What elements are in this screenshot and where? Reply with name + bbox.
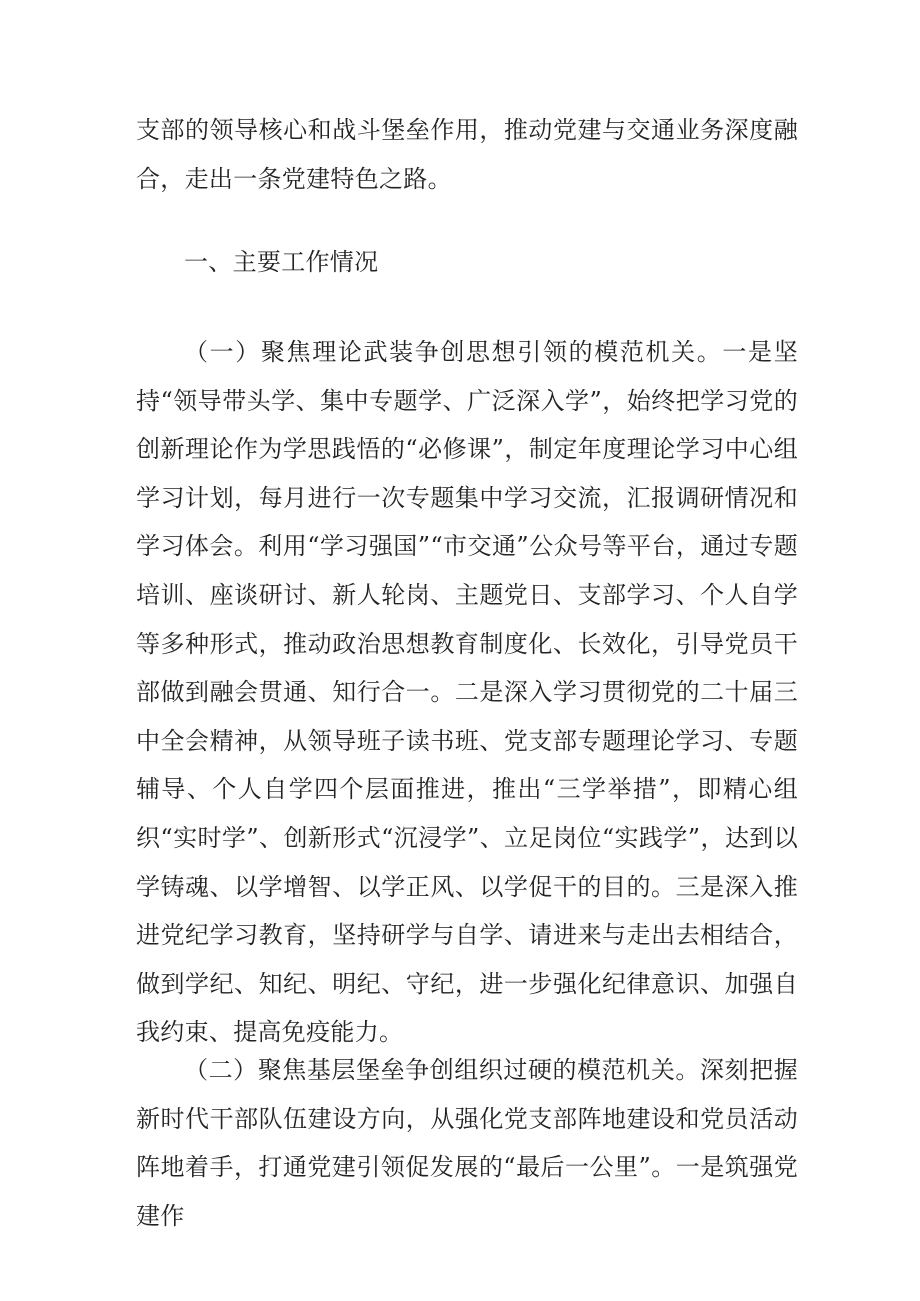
continuation-paragraph: 支部的领导核心和战斗堡垒作用，推动党建与交通业务深度融合，走出一条党建特色之路。 <box>136 116 798 193</box>
paragraph-theory: （一）聚焦理论武装争创思想引领的模范机关。一是坚持“领导带头学、集中专题学、广泛深入学”，始终把学习党的创新理论作为学思践悟的“必修课”，制定年度理论学习中心组学习计划，每月进行一次专题集中学习交流，汇报调研情况和学习体会。利用“学习强国”“市交通”公众号等平台，通过专题培训、座谈研讨、新人轮岗、主题党日、支部学习、个人自学等多种形式，推动政治思想教育制度化、长效化，引导党员干部做到融会贯通、知行合一。二是深入学习贯彻党的二十届三中全会精神，从领导班子读书班、党支部专题理论学习、专题辅导、个人自学四个层面推进，推出“三学举措”，即精心组织“实时学”、创新形式“沉浸学”、立足岗位“实践学”，达到以学铸魂、以学增智、以学正风、以学促干的目的。三是深入推进党纪学习教育，坚持研学与自学、请进来与走出去相结合，做到学纪、知纪、明纪、守纪，进一步强化纪律意识、加强自我约束、提高免疫能力。 <box>136 338 798 1047</box>
paragraph-organization: （二）聚焦基层堡垒争创组织过硬的模范机关。深刻把握新时代干部队伍建设方向，从强化党支部阵地建设和党员活动阵地着手，打通党建引领促发展的“最后一公里”。一是筑强党建作 <box>136 1056 798 1230</box>
section-heading: 一、主要工作情况 <box>184 248 379 276</box>
